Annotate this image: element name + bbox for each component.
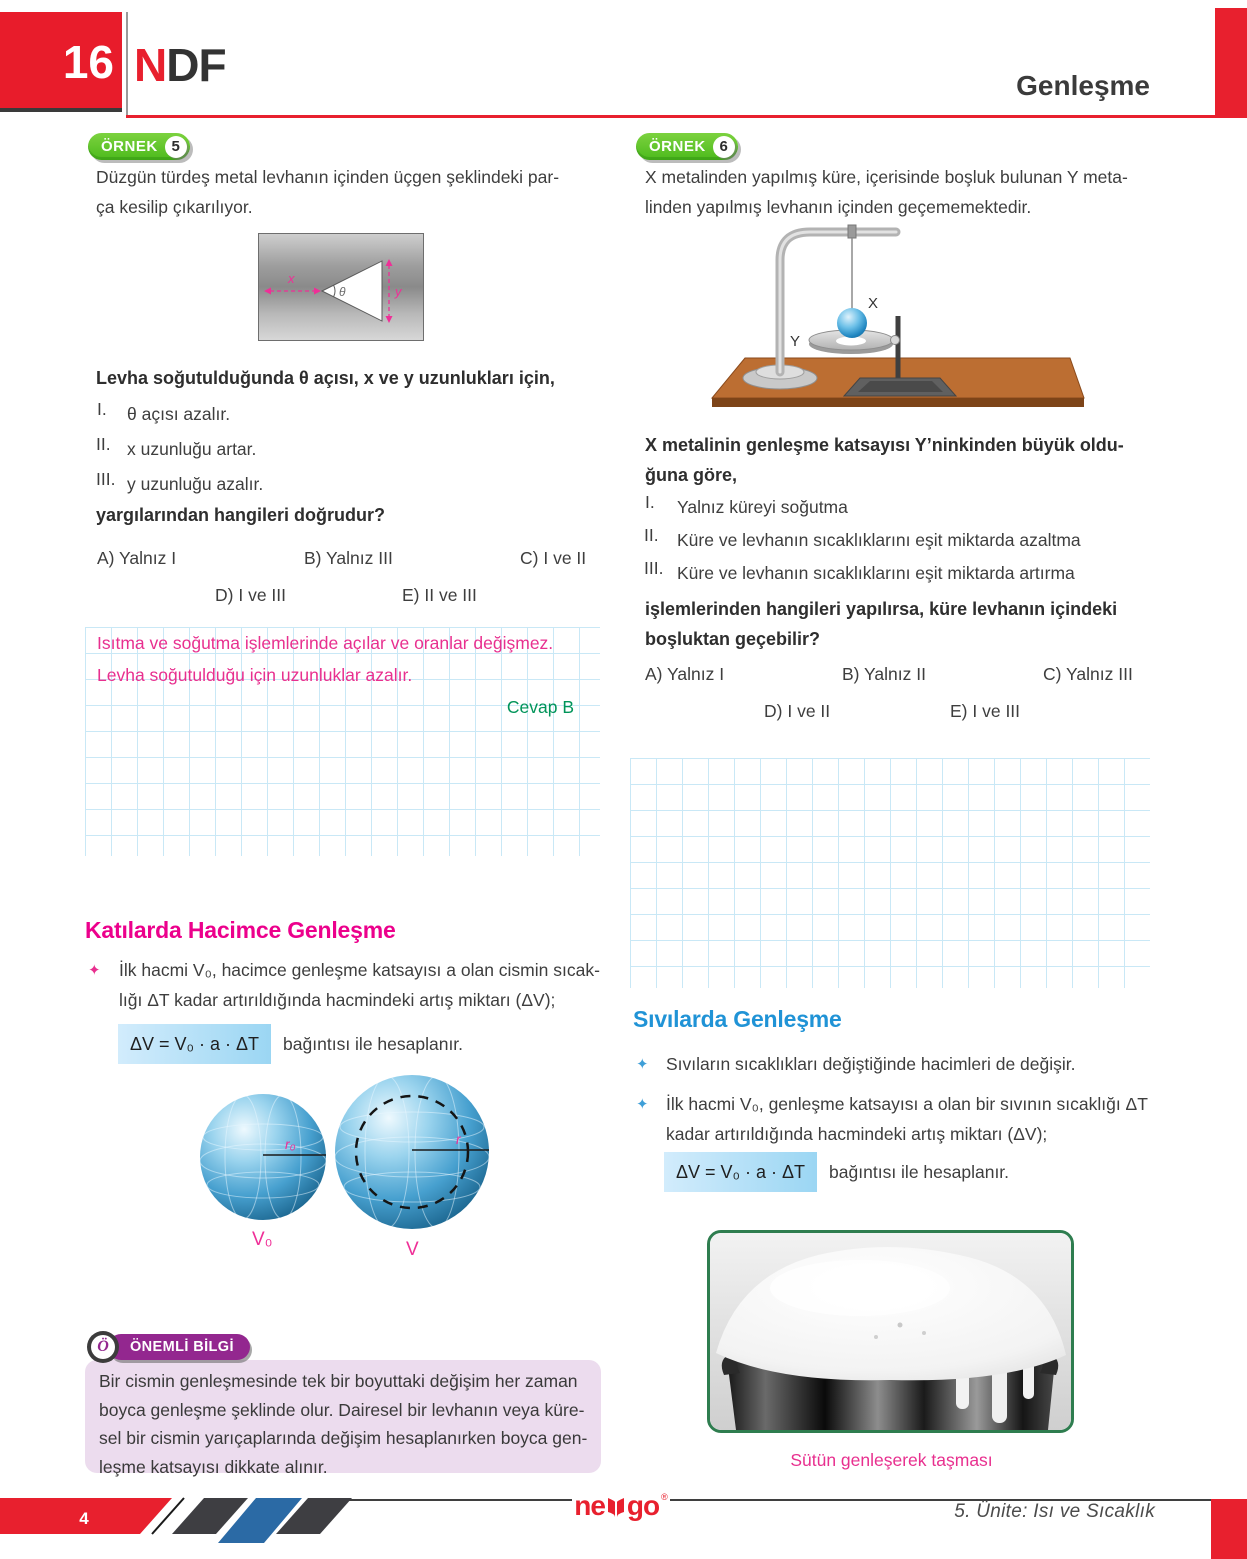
liquids-formula-tail: bağıntısı ile hesaplanır. (829, 1161, 1010, 1182)
option-text: II ve III (424, 585, 477, 605)
milk-photo-art (710, 1233, 1071, 1430)
solids-section-heading: Katılarda Hacimce Genleşme (85, 917, 396, 943)
option-text: Yalnız II (864, 664, 926, 684)
option-text: Yalnız III (326, 548, 393, 568)
x-label: x (288, 271, 295, 286)
option-text: I ve II (543, 548, 587, 568)
foam-bubble (874, 1335, 878, 1339)
foam-bubble (898, 1323, 903, 1328)
example5-option-e (402, 585, 477, 606)
page-title: Genleşme (1016, 70, 1150, 101)
important-info-line3: sel bir cismin yarıçaplarında değişim hesaplanırken boyca gen- (99, 1428, 588, 1448)
header-side-tab (1215, 8, 1247, 118)
example5-item1-numeral: I. (97, 399, 107, 419)
solids-bullet-line2: lığı ΔT kadar artırıldığında hacmindeki artış miktarı (ΔV); (119, 990, 556, 1010)
option-text: Yalnız I (119, 548, 177, 568)
example5-option-c (520, 548, 586, 569)
liquids-bullet1: Sıvıların sıcaklıkları değiştiğinde hacimleri de değişir. (666, 1054, 1076, 1074)
example5-item3-text: y uzunluğu azalır. (127, 474, 264, 494)
example5-solution-line1: Isıtma ve soğutma işlemlerinde açılar ve oranlar değişmez. (97, 633, 554, 653)
bullet-star-icon: ✦ (636, 1056, 649, 1073)
solids-formula-row (118, 1024, 463, 1064)
solids-formula-tail: bağıntısı ile hesaplanır. (283, 1033, 464, 1054)
example6-badge (636, 133, 738, 160)
clamp-knob (891, 336, 900, 345)
liquids-bullet2-line1: İlk hacmi V₀, genleşme katsayısı a olan bir sıvının sıcaklığı ΔT (666, 1094, 1148, 1114)
option-label: E) (950, 701, 968, 721)
option-label: E) (402, 585, 420, 605)
brand-letters-df: DF (166, 39, 226, 91)
option-text: I ve III (238, 585, 286, 605)
footer-page-decoration (0, 1496, 400, 1559)
option-text: I ve III (972, 701, 1021, 721)
example5-item1-text: θ açısı azalır. (127, 404, 231, 424)
example6-solution-area (630, 758, 1150, 988)
brand-letter-n: N (134, 39, 167, 91)
option-text: Yalnız I (667, 664, 725, 684)
example6-item2-text: Küre ve levhanın sıcaklıklarını eşit miktarda azaltma (677, 530, 1081, 550)
important-info-line1: Bir cismin genleşmesinde tek bir boyuttaki değişim her zaman (99, 1371, 578, 1391)
option-label: B) (842, 664, 860, 684)
large-sphere (335, 1075, 489, 1229)
example5-plate-figure (258, 233, 424, 341)
milk-photo-caption: Sütün genleşerek taşması (790, 1450, 993, 1470)
example6-item2-numeral: II. (644, 525, 659, 545)
example5-badge-label: ÖRNEK (101, 138, 158, 155)
example6-option-b (842, 664, 926, 685)
liquids-bullet2-line2: kadar artırıldığında hacmindeki artış miktarı (ΔV); (666, 1124, 1048, 1144)
option-label: D) (215, 585, 234, 605)
volume-expansion-spheres-figure (180, 1075, 510, 1260)
example6-stem-line2: ğuna göre, (645, 465, 738, 485)
example6-option-d (764, 701, 830, 722)
footer-unit-label: 5. Ünite: Isı ve Sıcaklık (954, 1501, 1155, 1522)
theta-label: θ (339, 285, 346, 299)
solids-formula: ΔV = V₀ · a · ΔT (118, 1024, 271, 1064)
plate-y-label: Y (790, 333, 801, 350)
registered-mark: ® (661, 1492, 668, 1502)
option-label: A) (645, 664, 663, 684)
small-sphere-volume-label: V₀ (252, 1229, 273, 1250)
example6-item1-text: Yalnız küreyi soğutma (677, 497, 848, 517)
milk-overflow-photo (707, 1230, 1074, 1433)
example6-stem-tail-line2: boşluktan geçebilir? (645, 629, 821, 649)
example6-badge-number: 6 (713, 136, 735, 158)
example6-option-a (645, 664, 724, 685)
example5-option-a (97, 548, 176, 569)
header-rule (126, 115, 1247, 118)
example6-intro-line2: linden yapılmış levhanın içinden geçememektedir. (645, 197, 1032, 217)
example6-stem-tail (645, 594, 1117, 654)
example5-intro (96, 162, 559, 222)
example5-item3-numeral: III. (96, 469, 116, 489)
table-front-edge (712, 398, 1084, 407)
option-label: C) (520, 548, 539, 568)
example5-stem: Levha soğutulduğunda θ açısı, x ve y uzunlukları için, (96, 368, 555, 388)
example6-item3-numeral: III. (644, 558, 664, 578)
support-base-inner (858, 381, 943, 392)
important-info-badge: ÖNEMLİ BİLGİ (108, 1334, 250, 1360)
option-label: C) (1043, 664, 1062, 684)
small-sphere (200, 1094, 326, 1220)
header-divider (126, 12, 128, 117)
example5-option-d (215, 585, 286, 606)
example5-badge-number: 5 (165, 136, 187, 158)
example5-answer: Cevap B (506, 697, 574, 717)
option-text: I ve II (787, 701, 831, 721)
liquids-formula-row (664, 1152, 1009, 1192)
liquids-bullet2 (666, 1089, 1148, 1149)
example6-intro-line1: X metalinden yapılmış küre, içerisinde boşluk bulunan Y meta- (645, 167, 1128, 187)
example6-stem-line1: X metalinin genleşme katsayısı Y’ninkinden büyük oldu- (645, 435, 1124, 455)
foam-highlight (770, 1260, 950, 1316)
large-sphere-volume-label: V (406, 1239, 419, 1260)
example5-intro-line2: ça kesilip çıkarılıyor. (96, 197, 253, 217)
example6-intro (645, 162, 1128, 222)
y-label: y (395, 284, 402, 299)
footer-corner-tab (1211, 1499, 1247, 1559)
bullet-star-icon: ✦ (88, 962, 101, 979)
example5-intro-line1: Düzgün türdeş metal levhanın içinden üçgen şeklindeki par- (96, 167, 560, 187)
publisher-logo-ne: ne (574, 1490, 605, 1521)
page-number: 4 (79, 1509, 89, 1528)
option-label: A) (97, 548, 115, 568)
option-text: Yalnız III (1066, 664, 1133, 684)
example6-option-e (950, 701, 1020, 722)
example5-option-b (304, 548, 393, 569)
large-sphere-radius-label: r (456, 1131, 461, 1147)
example5-solution-area (85, 627, 600, 856)
string-hanger (848, 225, 856, 238)
example6-badge-label: ÖRNEK (649, 138, 706, 155)
unit-number: 16 (62, 36, 114, 88)
unit-number-box (0, 12, 122, 112)
liquids-section-heading: Sıvılarda Genleşme (633, 1006, 842, 1032)
sphere-x-label: X (868, 295, 879, 312)
sphere-x (837, 308, 867, 338)
bullet-star-icon: ✦ (636, 1096, 649, 1113)
important-info-line2: boyca genleşme şeklinde olur. Dairesel bir levhanın veya küre- (99, 1399, 585, 1420)
small-sphere-radius-label: r₀ (285, 1136, 296, 1152)
example5-solution-line2: Levha soğutulduğu için uzunluklar azalır. (97, 665, 413, 685)
liquids-formula: ΔV = V₀ · a · ΔT (664, 1152, 817, 1192)
example6-option-c (1043, 664, 1133, 685)
important-info-box (85, 1360, 601, 1477)
important-info-icon (87, 1331, 119, 1363)
foam-bubble (922, 1331, 926, 1335)
solids-bullet-line1: İlk hacmi V₀, hacimce genleşme katsayısı a olan cismin sıcak- (119, 960, 600, 980)
example6-item3-text: Küre ve levhanın sıcaklıklarını eşit miktarda artırma (677, 563, 1075, 583)
example5-stem-tail: yargılarından hangileri doğrudur? (96, 505, 386, 525)
example6-stem-tail-line1: işlemlerinden hangileri yapılırsa, küre levhanın içindeki (645, 599, 1118, 619)
publisher-logo-go: go (626, 1490, 660, 1521)
example5-item2-numeral: II. (96, 434, 111, 454)
brand-logo (134, 38, 226, 92)
option-label: B) (304, 548, 322, 568)
important-info-icon-letter: Ö (91, 1335, 115, 1359)
example5-badge (88, 133, 190, 160)
example6-apparatus-figure (688, 220, 1088, 418)
option-label: D) (764, 701, 783, 721)
example6-stem (645, 430, 1124, 490)
important-info-line4: leşme katsayısı dikkate alınır. (99, 1456, 328, 1477)
solids-bullet (119, 955, 600, 1015)
publisher-logo (572, 1486, 670, 1544)
example6-item1-numeral: I. (645, 492, 655, 512)
example5-item2-text: x uzunluğu artar. (127, 439, 257, 459)
book-icon (607, 1496, 625, 1518)
